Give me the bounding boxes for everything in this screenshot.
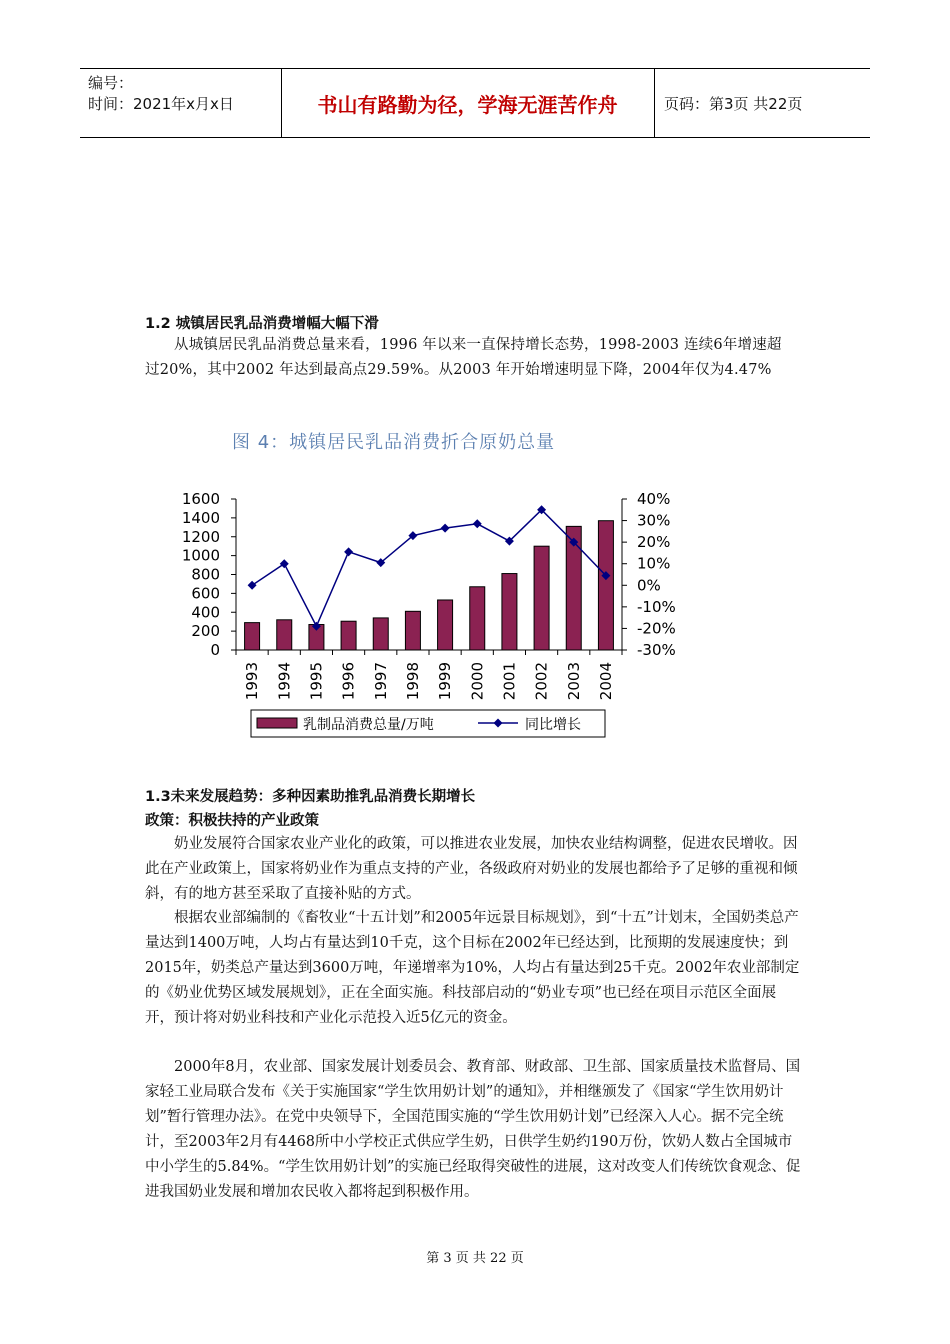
figure-title: 图 4：城镇居民乳品消费折合原奶总量 <box>232 432 556 453</box>
x-tick-label: 1994 <box>275 662 294 701</box>
left-tick-label: 1600 <box>181 490 220 508</box>
growth-line <box>252 510 606 626</box>
bar <box>277 620 292 650</box>
growth-point <box>248 581 257 590</box>
right-tick-label: 30% <box>637 511 671 530</box>
x-tick-label: 1995 <box>307 662 326 701</box>
left-tick-label: 0 <box>210 641 220 659</box>
right-tick-label: 20% <box>637 533 671 552</box>
section-title: 1.3未来发展趋势：多种因素助推乳品消费长期增长 <box>145 789 476 805</box>
paragraph: 根据农业部编制的《畜牧业“十五计划”和2005年远景目标规划》，到“十五”计划末，全国奶类总产量达到1400万吨，人均占有量达到10千克，这个目标在2002年已经达到，比预期的发展速度快；到2015年，奶类总产量达到3600万吨，年递增率为10%，人均占有量达到25千克。2002年农业部制定的《奶业优势区域发展规划》，正在全面实施。科技部启动的“奶业专项”也已经在项目示范区全面展开，预计将对奶业科技和产业化示范投入近5亿元的资金。 <box>145 910 800 1026</box>
left-tick-label: 1200 <box>181 527 220 546</box>
left-tick-label: 1400 <box>181 508 220 527</box>
bar <box>341 621 356 650</box>
header-page-label: 页码：第3页 共22页 <box>664 95 803 113</box>
growth-point <box>344 547 353 556</box>
bar <box>405 611 420 650</box>
growth-point <box>473 519 482 528</box>
x-tick-label: 1999 <box>436 662 455 701</box>
right-tick-label: -20% <box>637 619 676 638</box>
section-subtitle: 政策：积极扶持的产业政策 <box>145 813 319 829</box>
left-tick-label: 600 <box>191 584 220 603</box>
legend-bar-swatch <box>257 718 297 728</box>
bar <box>438 600 453 650</box>
left-tick-label: 400 <box>191 603 220 622</box>
x-tick-label: 1998 <box>403 662 422 701</box>
bar <box>245 623 260 650</box>
paragraph: 2000年8月，农业部、国家发展计划委员会、教育部、财政部、卫生部、国家质量技术监督局、国家轻工业局联合发布《关于实施国家“学生饮用奶计划”的通知》，并相继颁发了《国家“学生饮用奶计划”暂行管理办法》。在党中央领导下，全国范围实施的“学生饮用奶计划”已经深入人心。据不完全统计，至2003年2月有4468所中小学校正式供应学生奶，日供学生奶约190万份，饮奶人数占全国城市中小学生的5.84%。“学生饮用奶计划”的实施已经取得突破性的进展，这对改变人们传统饮食观念、促进我国奶业发展和增加农民收入都将起到积极作用。 <box>145 1059 801 1200</box>
left-tick-label: 1000 <box>181 546 220 565</box>
bar <box>534 546 549 650</box>
right-tick-label: 0% <box>637 576 661 595</box>
growth-point <box>280 559 289 568</box>
x-tick-label: 1997 <box>371 662 390 701</box>
right-tick-label: -10% <box>637 597 676 616</box>
header-motto: 书山有路勤为径，学海无涯苦作舟 <box>317 92 618 117</box>
time-label: 时间：2021年x月x日 <box>88 95 234 113</box>
bar <box>373 618 388 650</box>
code-label: 编号： <box>88 74 134 92</box>
x-tick-label: 1993 <box>243 662 262 701</box>
x-tick-label: 1996 <box>339 662 358 701</box>
growth-point <box>441 524 450 533</box>
x-tick-label: 2003 <box>564 662 583 701</box>
x-tick-label: 2001 <box>500 662 519 701</box>
x-tick-label: 2004 <box>596 662 615 701</box>
bar <box>470 587 485 650</box>
x-tick-label: 2002 <box>532 662 551 701</box>
right-tick-label: 10% <box>637 554 671 573</box>
right-tick-label: -30% <box>637 641 676 659</box>
bar <box>598 521 613 650</box>
page-footer: 第 3 页 共 22 页 <box>426 1251 524 1266</box>
left-tick-label: 200 <box>191 622 220 641</box>
section-title: 1.2 城镇居民乳品消费增幅大幅下滑 <box>145 316 379 332</box>
right-tick-label: 40% <box>637 490 671 508</box>
left-tick-label: 800 <box>191 565 220 584</box>
legend-line-label: 同比增长 <box>525 717 581 733</box>
x-tick-label: 2000 <box>468 662 487 701</box>
legend-bar-label: 乳制品消费总量/万吨 <box>303 717 434 733</box>
bar <box>502 574 517 650</box>
paragraph: 奶业发展符合国家农业产业化的政策，可以推进农业发展，加快农业结构调整，促进农民增收。因此在产业政策上，国家将奶业作为重点支持的产业，各级政府对奶业的发展也都给予了足够的重视和倾斜，有的地方甚至采取了直接补贴的方式。 <box>145 836 798 902</box>
paragraph: 从城镇居民乳品消费总量来看，1996 年以来一直保持增长态势，1998-2003 连续6年增速超过20%，其中2002 年达到最高点29.59%。从2003 年开始增速明显下降，2004年仅为4.47% <box>145 337 782 378</box>
